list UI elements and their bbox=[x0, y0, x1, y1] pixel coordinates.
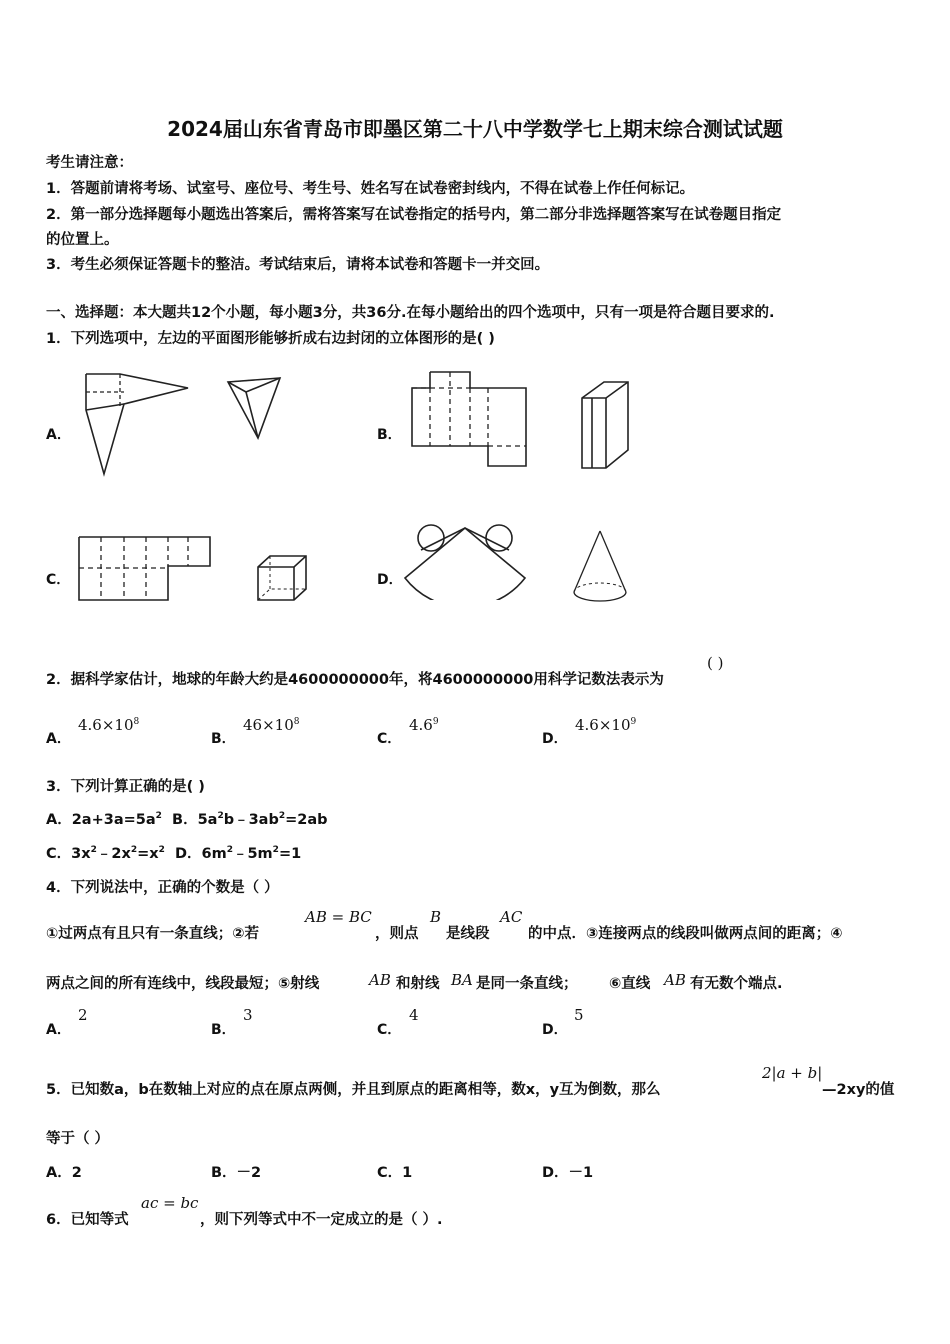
math-expression: 2|a + b| bbox=[762, 1064, 823, 1082]
option-label-a: A． bbox=[46, 427, 71, 443]
question-1-stem: 1．下列选项中，左边的平面图形能够折成右边封闭的立体图形的是( ) bbox=[46, 331, 495, 347]
question-3-options-ab: A．$2a+3a=5a^2$ B．$5a^2b﹣3ab^2=2ab$ bbox=[46, 811, 328, 828]
notice-item: 1．答题前请将考场、试室号、座位号、考生号、姓名写在试卷密封线内，不得在试卷上作任何标记。 bbox=[46, 181, 695, 197]
option-label-b: B． bbox=[211, 1022, 236, 1038]
tall-prism-figure bbox=[572, 378, 638, 472]
notice-item: 3．考生必须保证答题卡的整洁。考试结束后，请将本试卷和答题卡一并交回。 bbox=[46, 257, 550, 273]
question-6-stem-tail: ，则下列等式中不一定成立的是（ ）. bbox=[200, 1212, 443, 1228]
pyramid-solid-figure bbox=[224, 372, 284, 444]
math-expression: AB = BC bbox=[305, 908, 372, 926]
math-expression: AB bbox=[664, 971, 686, 989]
option-label-a: A． bbox=[46, 731, 71, 747]
question-3-stem: 3．下列计算正确的是( ) bbox=[46, 779, 205, 795]
question-5-stem-line2: 等于（ ） bbox=[46, 1131, 110, 1147]
question-4-statement-text: ⑥直线 bbox=[609, 976, 651, 992]
option-b-value: 3 bbox=[243, 1006, 253, 1024]
question-5-stem-tail: —2xy的值 bbox=[822, 1082, 895, 1098]
math-expression: BA bbox=[451, 971, 473, 989]
option-label-d: D． bbox=[377, 572, 403, 588]
option-b-value: $46\times 10^8$ bbox=[243, 716, 300, 734]
option-label-c: C． bbox=[46, 572, 71, 588]
cone-net-figure bbox=[403, 520, 527, 600]
answer-parenthesis: ( ) bbox=[707, 654, 724, 672]
option-b: B．－2 bbox=[211, 1165, 262, 1181]
math-expression: B bbox=[430, 908, 442, 926]
section-heading: 一、选择题：本大题共12个小题，每小题3分，共36分.在每小题给出的四个选项中，只有一项是符合题目要求的. bbox=[46, 305, 775, 321]
option-d-value: 5 bbox=[574, 1006, 584, 1024]
notice-item: 2．第一部分选择题每小题选出答案后，需将答案写在试卷指定的括号内，第二部分非选择题答案写在试卷题目指定 bbox=[46, 207, 782, 223]
cube-net-figure bbox=[76, 534, 214, 604]
math-expression: AC bbox=[500, 908, 523, 926]
question-3-options-cd: C．$3x^2﹣2x^2=x^2$ D．$6m^2﹣5m^2=1$ bbox=[46, 845, 302, 862]
question-4-statement-text: 和射线 bbox=[396, 976, 440, 992]
cube-solid-figure bbox=[254, 553, 310, 603]
question-2-stem: 2．据科学家估计，地球的年龄大约是4600000000年，将4600000000用科学记数法表示为 bbox=[46, 672, 664, 688]
option-label-d: D． bbox=[542, 1022, 568, 1038]
math-expression: ac = bc bbox=[141, 1194, 199, 1212]
option-c-value: $4.6^9$ bbox=[409, 716, 439, 734]
option-label-d: D． bbox=[542, 731, 568, 747]
math-expression: AB bbox=[369, 971, 391, 989]
option-a-value: $4.6\times 10^8$ bbox=[78, 716, 140, 734]
option-c-value: 4 bbox=[409, 1006, 419, 1024]
option-a-value: 2 bbox=[78, 1006, 88, 1024]
prism-net-figure bbox=[408, 370, 530, 468]
option-label-c: C． bbox=[377, 731, 402, 747]
question-4-statement-line: 两点之间的所有连线中，线段最短；⑤射线 bbox=[46, 976, 320, 992]
question-5-stem: 5．已知数a，b在数轴上对应的点在原点两侧，并且到原点的距离相等，数x，y互为倒数，那么 bbox=[46, 1082, 661, 1098]
question-4-statement-text: 是线段 bbox=[446, 926, 490, 942]
option-label-a: A． bbox=[46, 1022, 71, 1038]
question-4-statement-text: 是同一条直线； bbox=[476, 976, 578, 992]
question-4-statement-text: ，则点 bbox=[375, 926, 419, 942]
option-c: C．1 bbox=[377, 1165, 413, 1181]
option-label-c: C． bbox=[377, 1022, 402, 1038]
option-label-b: B． bbox=[377, 427, 402, 443]
option-label-b: B． bbox=[211, 731, 236, 747]
question-4-stem: 4．下列说法中，正确的个数是（ ） bbox=[46, 880, 279, 896]
question-6-stem: 6．已知等式 bbox=[46, 1212, 129, 1228]
question-4-statement-text: 有无数个端点. bbox=[690, 976, 783, 992]
option-d-value: $4.6\times 10^9$ bbox=[575, 716, 637, 734]
notice-heading: 考生请注意： bbox=[46, 155, 133, 171]
option-a: A．2 bbox=[46, 1165, 82, 1181]
notice-item: 的位置上。 bbox=[46, 232, 119, 248]
pyramid-net-figure bbox=[80, 370, 192, 478]
option-d: D．－1 bbox=[542, 1165, 594, 1181]
page-title: 2024届山东省青岛市即墨区第二十八中学数学七上期末综合测试试题 bbox=[167, 117, 783, 141]
cone-solid-figure bbox=[570, 528, 632, 606]
question-4-statement-line: ①过两点有且只有一条直线；②若 bbox=[46, 926, 260, 942]
question-4-statement-text: 的中点．③连接两点的线段叫做两点间的距离；④ bbox=[528, 926, 843, 942]
